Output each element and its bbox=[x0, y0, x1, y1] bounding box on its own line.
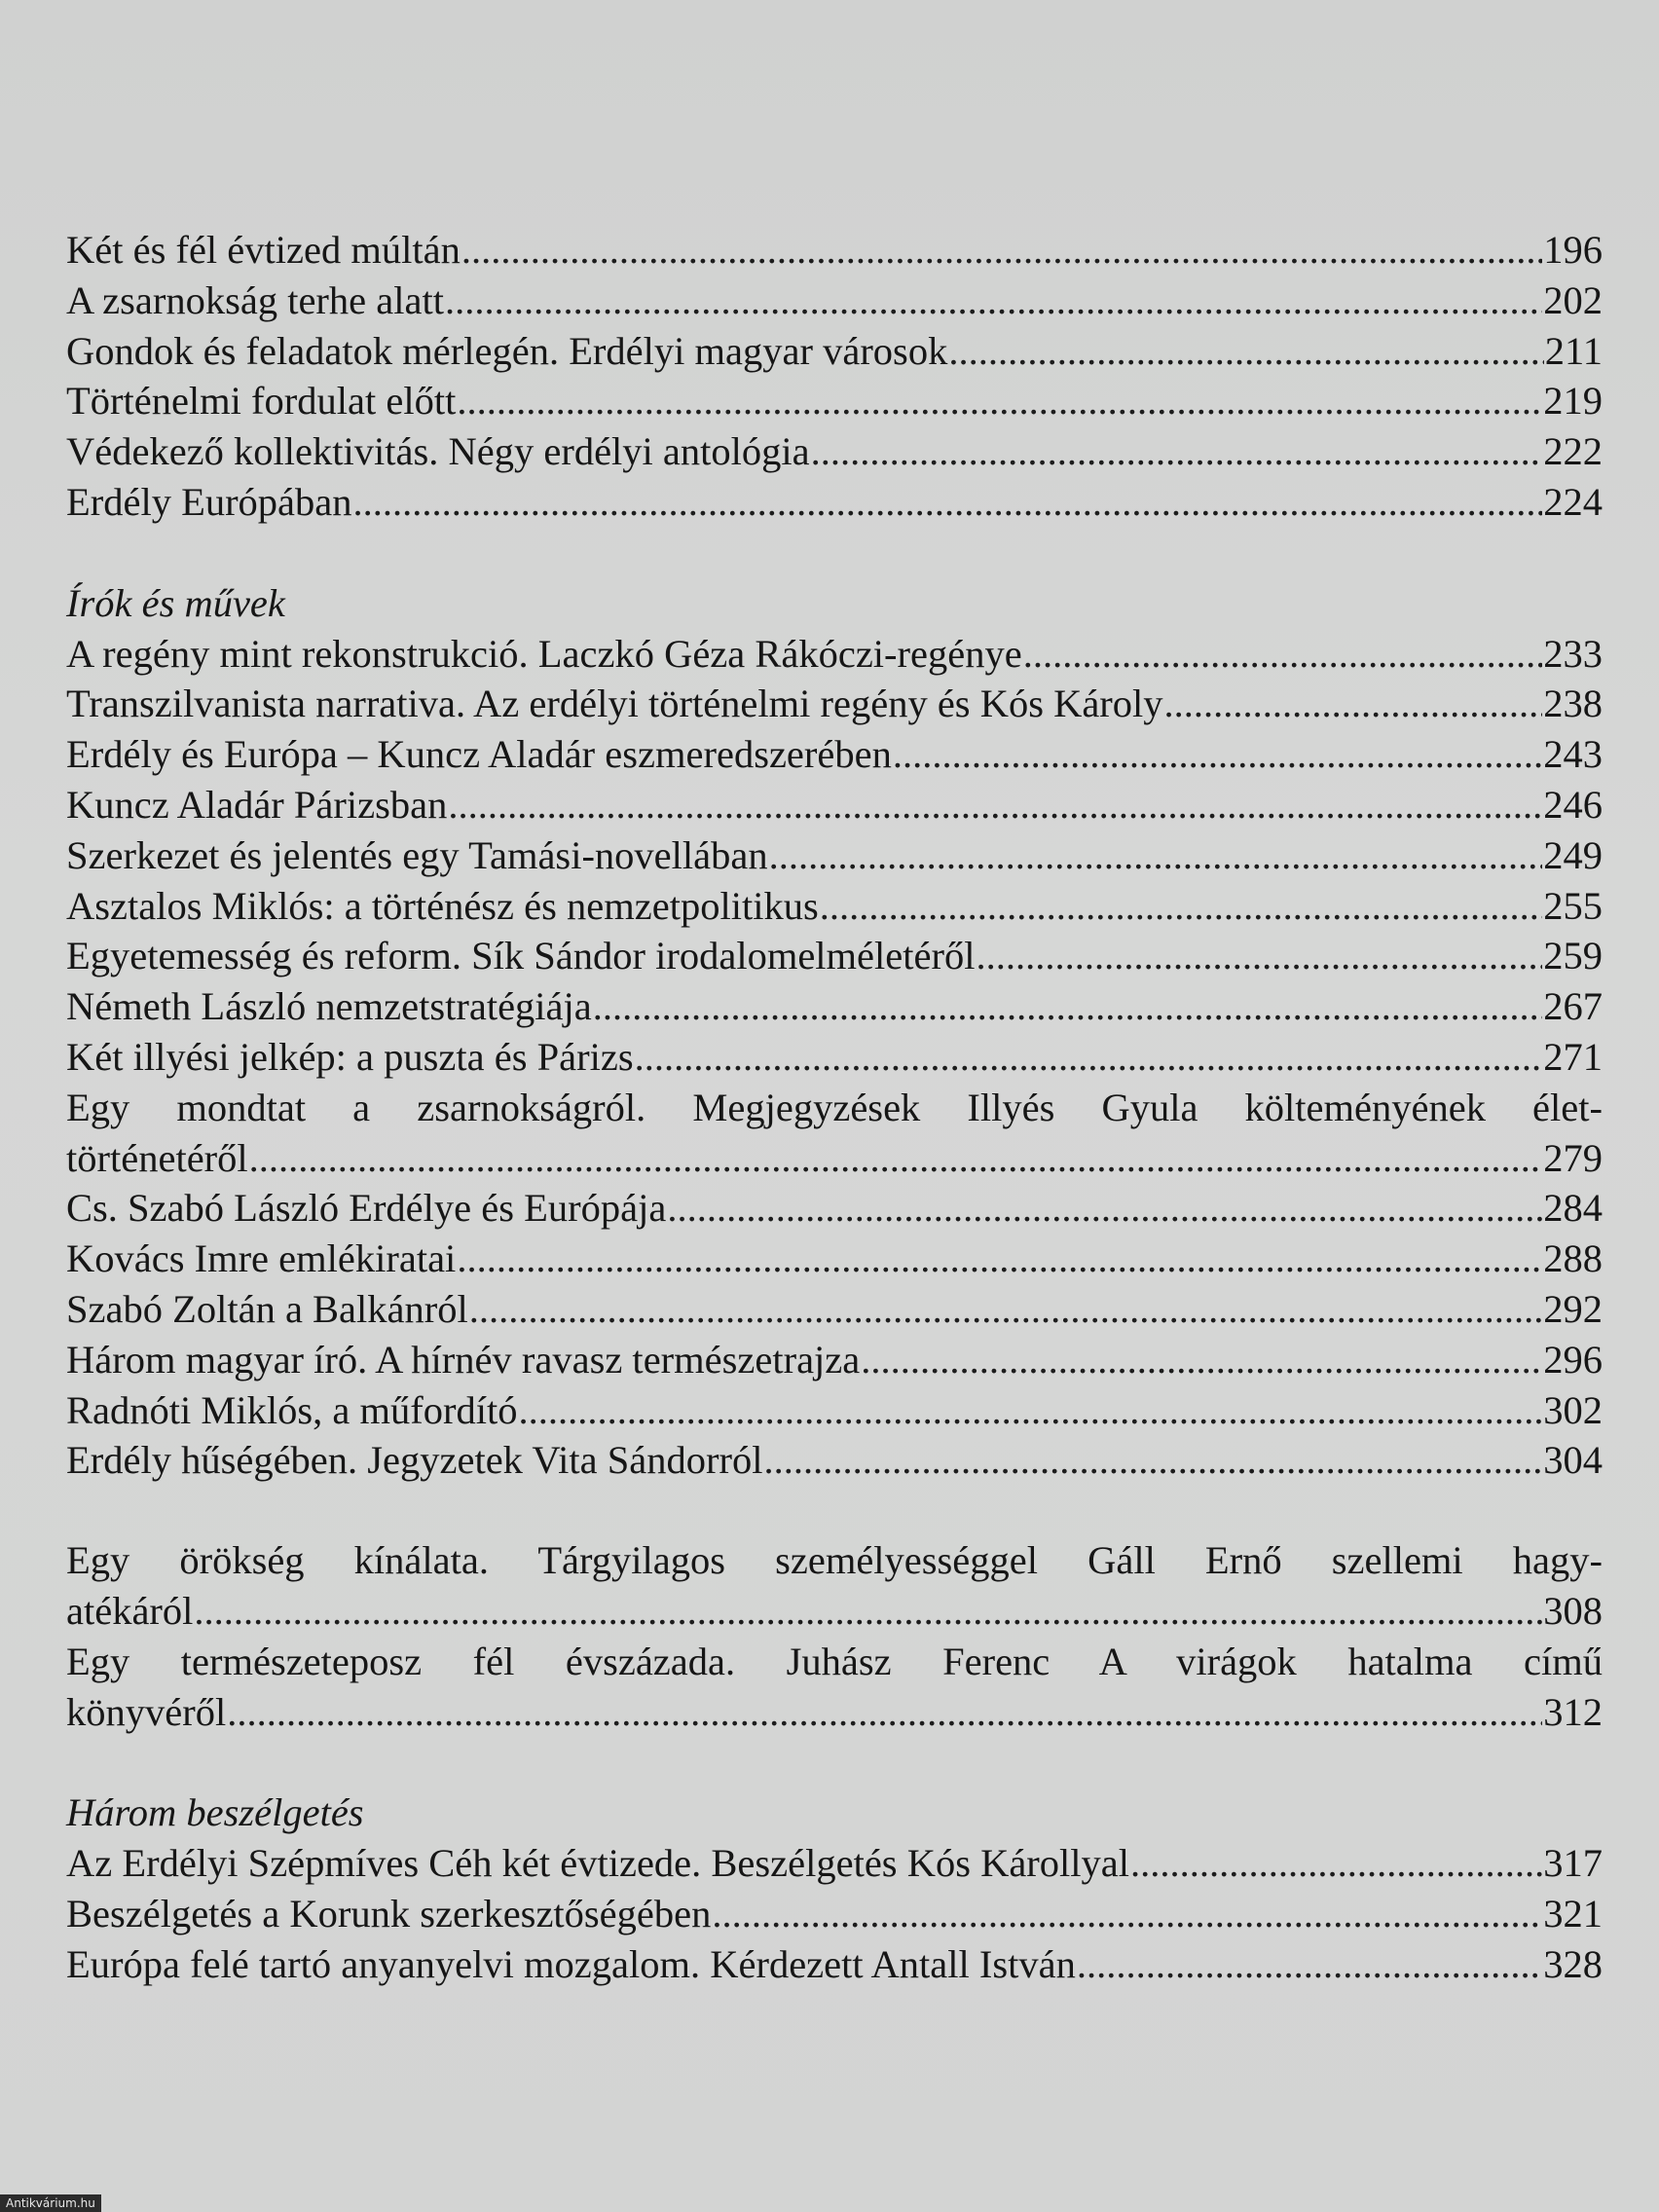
entry-page: 196 bbox=[1543, 228, 1603, 272]
section-spacer bbox=[66, 1486, 1603, 1535]
entry-page: 219 bbox=[1543, 379, 1603, 424]
entry-page: 312 bbox=[1543, 1689, 1603, 1734]
toc-entry bbox=[66, 276, 1603, 326]
toc-entry bbox=[66, 981, 1603, 1032]
entry-title: Transzilvanista narrativa. Az erdélyi történelmi regény és Kós Károly bbox=[66, 682, 1163, 726]
leader-dots bbox=[893, 729, 1542, 780]
toc-entry bbox=[66, 1385, 1603, 1436]
entry-title: Szerkezet és jelentés egy Tamási-novellában bbox=[66, 832, 768, 877]
entry-title: Két és fél évtized múltán bbox=[66, 228, 461, 272]
toc-entry bbox=[66, 326, 1603, 377]
toc-entry bbox=[66, 1838, 1603, 1889]
leader-dots bbox=[249, 1133, 1543, 1184]
leader-dots bbox=[1023, 629, 1543, 680]
toc-entry bbox=[66, 830, 1603, 881]
entry-title: Két illyési jelkép: a puszta és Párizs bbox=[66, 1034, 634, 1079]
entry-page: 308 bbox=[1543, 1588, 1603, 1633]
toc-entry bbox=[66, 1687, 1603, 1738]
toc-entry bbox=[66, 1435, 1603, 1486]
entry-page: 259 bbox=[1543, 934, 1603, 978]
toc-entry bbox=[66, 1335, 1603, 1385]
leader-dots bbox=[445, 276, 1542, 326]
entry-title: Három magyar író. A hírnév ravasz természetrajza bbox=[66, 1337, 861, 1382]
toc-entry bbox=[66, 881, 1603, 932]
entry-title-line1: Egy természeteposz fél évszázada. Juhász Ferenc A virágok hatalma című bbox=[66, 1639, 1603, 1683]
entry-title: Védekező kollektivitás. Négy erdélyi antológia bbox=[66, 429, 810, 474]
section-heading: Írók és művek bbox=[66, 580, 285, 625]
toc-entry bbox=[66, 780, 1603, 830]
leader-dots bbox=[457, 1234, 1542, 1284]
entry-title-line2: történetéről bbox=[66, 1135, 248, 1180]
toc-entry bbox=[66, 426, 1603, 477]
entry-page: 233 bbox=[1543, 631, 1603, 676]
leader-dots bbox=[518, 1385, 1542, 1436]
leader-dots bbox=[1077, 1939, 1542, 1990]
entry-title: Kuncz Aladár Párizsban bbox=[66, 782, 448, 827]
leader-dots bbox=[1130, 1838, 1542, 1889]
leader-dots bbox=[1164, 679, 1543, 729]
section-spacer bbox=[66, 1737, 1603, 1788]
entry-page: 328 bbox=[1543, 1941, 1603, 1986]
entry-title: Radnóti Miklós, a műfordító bbox=[66, 1387, 518, 1432]
entry-title-line1: Egy mondtat a zsarnokságról. Megjegyzések Illyés Gyula költeményének élet- bbox=[66, 1085, 1603, 1129]
entry-title: Cs. Szabó László Erdélye és Európája bbox=[66, 1186, 667, 1231]
entry-page: 249 bbox=[1543, 832, 1603, 877]
toc-entry bbox=[66, 376, 1603, 426]
entry-page: 211 bbox=[1544, 328, 1603, 373]
leader-dots bbox=[820, 881, 1543, 932]
leader-dots bbox=[593, 981, 1543, 1032]
entry-page: 255 bbox=[1543, 883, 1603, 928]
entry-title: Egyetemesség és reform. Sík Sándor irodalomelméletéről bbox=[66, 934, 976, 978]
toc-entry bbox=[66, 477, 1603, 528]
entry-title: Erdély hűségében. Jegyzetek Vita Sándorról bbox=[66, 1438, 763, 1483]
entry-page: 202 bbox=[1543, 277, 1603, 322]
entry-title-line2: atékáról bbox=[66, 1588, 194, 1633]
entry-page: 317 bbox=[1543, 1841, 1603, 1886]
entry-page: 224 bbox=[1543, 479, 1603, 524]
entry-title: Szabó Zoltán a Balkánról bbox=[66, 1286, 468, 1331]
leader-dots bbox=[667, 1183, 1542, 1234]
toc-entry bbox=[66, 1133, 1603, 1184]
toc-entry bbox=[66, 729, 1603, 780]
toc-entry bbox=[66, 1032, 1603, 1083]
leader-dots bbox=[712, 1889, 1542, 1939]
entry-page: 271 bbox=[1543, 1034, 1603, 1079]
leader-dots bbox=[457, 376, 1542, 426]
entry-page: 246 bbox=[1543, 782, 1603, 827]
toc-entry bbox=[66, 1183, 1603, 1234]
entry-page: 304 bbox=[1543, 1438, 1603, 1483]
toc-entry bbox=[66, 931, 1603, 981]
entry-title: A regény mint rekonstrukció. Laczkó Géza Rákóczi-regénye bbox=[66, 631, 1022, 676]
toc-entry bbox=[66, 1889, 1603, 1939]
toc-entry bbox=[66, 1939, 1603, 1990]
entry-title: Asztalos Miklós: a történész és nemzetpolitikus bbox=[66, 883, 819, 928]
toc-entry bbox=[66, 225, 1603, 276]
leader-dots bbox=[811, 426, 1543, 477]
entry-title: Európa felé tartó anyanyelvi mozgalom. Kérdezett Antall István bbox=[66, 1941, 1076, 1986]
toc-entry bbox=[66, 1586, 1603, 1637]
entry-page: 279 bbox=[1543, 1135, 1603, 1180]
toc-entry bbox=[66, 679, 1603, 729]
leader-dots bbox=[948, 326, 1543, 377]
entry-title-line2: könyvéről bbox=[66, 1689, 227, 1734]
entry-title-line1: Egy örökség kínálata. Tárgyilagos személyességgel Gáll Ernő szellemi hagy- bbox=[66, 1538, 1603, 1583]
section-heading: Három beszélgetés bbox=[66, 1790, 364, 1835]
leader-dots bbox=[769, 830, 1543, 881]
leader-dots bbox=[635, 1032, 1543, 1083]
entry-page: 284 bbox=[1543, 1186, 1603, 1231]
entry-title: Gondok és feladatok mérlegén. Erdélyi magyar városok bbox=[66, 328, 948, 373]
table-of-contents bbox=[66, 225, 1603, 1990]
entry-page: 292 bbox=[1543, 1286, 1603, 1331]
leader-dots bbox=[976, 931, 1542, 981]
watermark-label: Antikvárium.hu bbox=[0, 2194, 101, 2212]
entry-title: Németh László nemzetstratégiája bbox=[66, 984, 592, 1029]
leader-dots bbox=[448, 780, 1542, 830]
leader-dots bbox=[763, 1435, 1542, 1486]
entry-page: 238 bbox=[1543, 682, 1603, 726]
entry-title: Beszélgetés a Korunk szerkesztőségében bbox=[66, 1891, 712, 1936]
entry-page: 243 bbox=[1543, 732, 1603, 777]
leader-dots bbox=[353, 477, 1543, 528]
leader-dots bbox=[227, 1687, 1542, 1738]
entry-page: 267 bbox=[1543, 984, 1603, 1029]
leader-dots bbox=[461, 225, 1542, 276]
entry-title: Az Erdélyi Szépmíves Céh két évtizede. Beszélgetés Kós Károllyal bbox=[66, 1841, 1130, 1886]
entry-page: 296 bbox=[1543, 1337, 1603, 1382]
entry-title: Kovács Imre emlékiratai bbox=[66, 1236, 457, 1281]
entry-page: 321 bbox=[1543, 1891, 1603, 1936]
toc-entry bbox=[66, 1234, 1603, 1284]
entry-page: 302 bbox=[1543, 1387, 1603, 1432]
section-spacer bbox=[66, 528, 1603, 578]
entry-title: Erdély Európában bbox=[66, 479, 352, 524]
leader-dots bbox=[469, 1284, 1542, 1335]
entry-title: A zsarnokság terhe alatt bbox=[66, 277, 444, 322]
entry-page: 222 bbox=[1543, 429, 1603, 474]
entry-title: Erdély és Európa – Kuncz Aladár eszmeredszerében bbox=[66, 732, 892, 777]
entry-page: 288 bbox=[1543, 1236, 1603, 1281]
leader-dots bbox=[861, 1335, 1542, 1385]
toc-entry bbox=[66, 629, 1603, 680]
toc-entry bbox=[66, 1284, 1603, 1335]
leader-dots bbox=[194, 1586, 1542, 1637]
entry-title: Történelmi fordulat előtt bbox=[66, 379, 457, 424]
